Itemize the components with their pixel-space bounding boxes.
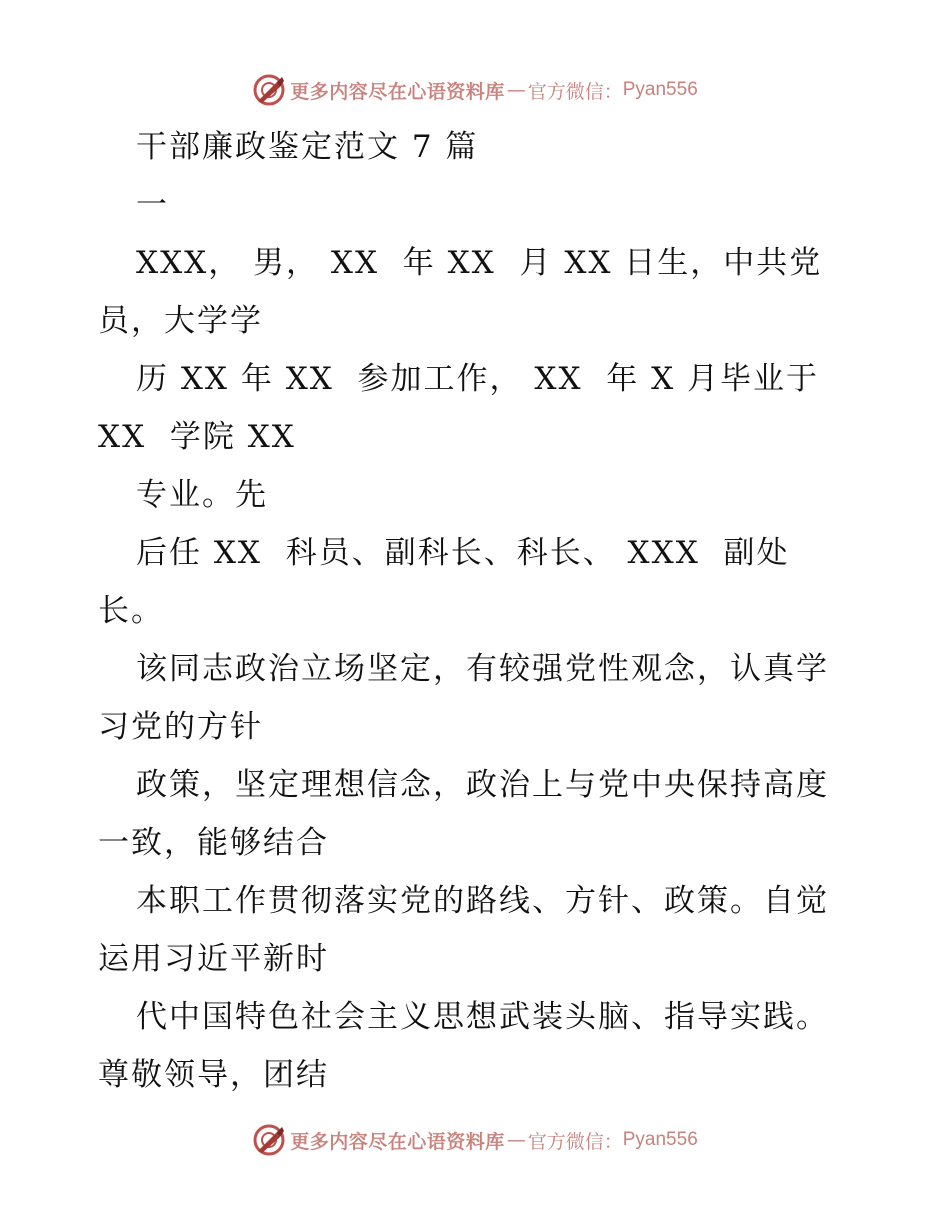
doc-line: 长。 [98,593,164,629]
doc-line: XX 学院 XX [98,419,296,455]
doc-line: 代中国特色社会主义思想武装头脑、指导实践。 [136,999,829,1035]
doc-line: 历 XX 年 XX 参加工作， XX 年 X 月毕业于 [136,361,820,397]
doc-line: 运用习近平新时 [98,941,329,977]
doc-line: 专业。先 [136,477,268,513]
banner-tagline: 更多内容尽在心语资料库 [290,80,505,103]
doc-line: 习党的方针 [98,709,263,745]
brand-logo-icon [252,1123,286,1157]
doc-line: 干部廉政鉴定范文 7 篇 [136,129,479,165]
doc-line: XXX， 男， XX 年 XX 月 XX 日生，中共党 [136,245,823,281]
doc-line: 一 [136,187,169,223]
doc-line: 政策，坚定理想信念，政治上与党中央保持高度 [136,767,829,803]
doc-line: 该同志政治立场坚定，有较强党性观念，认真学 [136,651,829,687]
header-banner [0,70,950,110]
banner-separator: — [506,1129,526,1151]
footer-banner [0,1120,950,1160]
banner-wechat-label: 官方微信： [527,1130,623,1153]
document-body [98,118,858,1104]
doc-line: 本职工作贯彻落实党的路线、方针、政策。自觉 [136,883,829,919]
doc-line: 一致，能够结合 [98,825,329,861]
banner-wechat-id: Pyan556 [622,79,698,100]
banner-separator: — [506,79,526,101]
banner-wechat-id: Pyan556 [622,1129,698,1150]
doc-line: 员，大学学 [98,303,263,339]
doc-line: 后任 XX 科员、副科长、科长、 XXX 副处 [136,535,790,571]
brand-logo-icon [252,73,286,107]
doc-line: 尊敬领导，团结 [98,1057,329,1093]
banner-tagline: 更多内容尽在心语资料库 [290,1130,505,1153]
banner-wechat-label: 官方微信： [527,80,623,103]
